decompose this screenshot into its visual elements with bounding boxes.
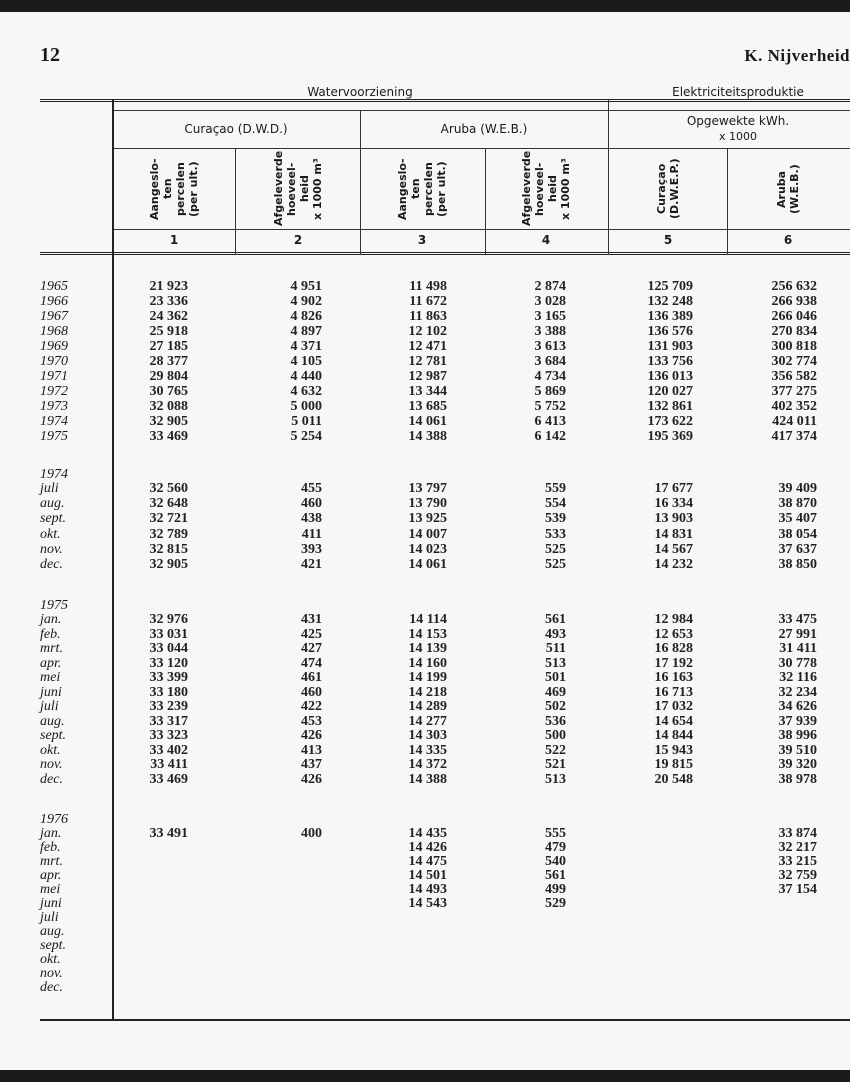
table-cell-col3: 14 289 [408,699,447,714]
table-cell-col5: 12 653 [654,626,693,642]
row-label: 1975 [40,429,68,444]
column-header-6 [775,152,801,226]
column-number-2: 2 [293,233,303,247]
table-cell-col6: 266 046 [771,309,817,324]
table-cell-col3: 14 153 [408,626,447,642]
table-cell-col3: 13 685 [408,399,447,414]
table-cell-col1: 33 411 [150,757,188,772]
column-header-line: Afgeleverde [520,150,533,226]
subgroup-kwh: Opgewekte kWh. [686,114,790,128]
row-label: dec. [40,771,63,787]
table-cell-col5: 120 027 [647,384,693,399]
row-label: nov. [40,966,63,981]
divider-col3-4 [485,148,486,255]
row-label: 1971 [40,369,68,384]
column-header-line: hoeveel- [285,162,298,216]
page-number: 12 [40,44,60,66]
table-cell-col2: 460 [301,684,322,700]
row-label: mrt. [40,854,63,869]
row-label: sept. [40,511,67,527]
table-cell-col2: 422 [301,699,322,714]
table-bottom-rule [40,1019,850,1021]
table-cell-col4: 3 388 [534,324,566,339]
row-label: okt. [40,952,61,967]
table-cell-col2: 474 [301,655,322,671]
table-cell-col6: 32 116 [779,670,817,685]
column-header-line: Aangeslo- [396,158,409,220]
table-cell-col4: 511 [545,641,566,656]
table-cell-col1: 32 815 [149,541,188,557]
row-label: sept. [40,728,67,743]
row-label: 1966 [40,294,68,309]
table-cell-col4: 561 [545,868,566,883]
table-cell-col6: 38 996 [778,728,817,743]
top-rule [40,99,850,102]
table-cell-col2: 400 [301,826,322,841]
table-cell-col1: 21 923 [149,279,188,294]
divider-col1-2 [235,148,236,255]
table-cell-col6: 32 759 [778,868,817,883]
running-head: K. Nijverheid [744,46,850,65]
table-cell-col5: 19 815 [654,757,693,772]
table-cell-col6: 402 352 [771,399,817,414]
table-cell-col1: 32 905 [149,414,188,429]
table-cell-col4: 554 [545,496,566,512]
table-cell-col1: 29 804 [149,369,188,384]
table-cell-col3: 14 388 [408,771,447,787]
table-cell-col3: 14 061 [408,557,447,572]
row-label: aug. [40,713,65,729]
table-cell-col5: 16 828 [654,641,693,656]
column-header-line: (per ult.) [435,161,448,217]
row-label: 1968 [40,324,68,339]
table-cell-col5: 136 576 [647,324,693,339]
table-cell-col3: 13 790 [408,496,447,512]
subgroup-aruba-web: Aruba (W.E.B.) [440,122,528,136]
table-cell-col1: 33 239 [149,699,188,714]
table-cell-col2: 4 826 [290,309,322,324]
scan-top-border [0,0,850,12]
table-cell-col5: 14 567 [654,541,693,557]
table-cell-col2: 426 [301,771,322,787]
row-label: nov. [40,541,63,557]
table-cell-col5: 13 903 [654,511,693,527]
table-cell-col4: 533 [545,526,566,542]
row-label: feb. [40,626,61,642]
table-cell-col6: 32 234 [778,684,817,700]
table-cell-col3: 14 218 [408,684,447,700]
column-header-line: (D.W.E.P.) [668,158,681,220]
table-cell-col6: 37 154 [778,882,817,897]
table-cell-col4: 499 [545,882,566,897]
table-cell-col2: 413 [301,742,322,758]
table-cell-col5: 16 334 [654,496,693,512]
row-label: nov. [40,757,63,772]
table-cell-col3: 14 372 [408,757,447,772]
table-cell-col5: 15 943 [654,742,693,758]
table-cell-col5: 17 677 [654,481,693,496]
table-cell-col5: 12 984 [654,612,693,627]
scan-bottom-border [0,1070,850,1082]
column-header-5 [655,152,681,226]
table-cell-col3: 14 160 [408,655,447,671]
table-cell-col4: 5 752 [534,399,566,414]
column-header-line: percelen [422,162,435,216]
row-label: apr. [40,868,62,883]
table-cell-col5: 14 844 [654,728,693,743]
table-cell-col3: 14 199 [408,670,447,685]
row-label: juli [40,699,59,714]
table-cell-col1: 33 317 [149,713,188,729]
table-cell-col5: 133 756 [647,354,693,369]
table-cell-col4: 5 869 [534,384,566,399]
table-cell-col5: 17 032 [654,699,693,714]
column-header-line: heid [546,175,559,203]
table-cell-col6: 30 778 [778,655,817,671]
table-cell-col3: 14 543 [408,896,447,911]
row-label: mrt. [40,641,63,656]
table-cell-col1: 23 336 [149,294,188,309]
column-number-4: 4 [541,233,551,247]
table-cell-col6: 300 818 [771,339,817,354]
table-cell-col6: 32 217 [778,840,817,855]
table-cell-col5: 131 903 [647,339,693,354]
table-cell-col2: 421 [301,557,322,572]
row-label: aug. [40,496,65,512]
table-cell-col2: 425 [301,626,322,642]
table-cell-col1: 32 905 [149,557,188,572]
table-cell-col3: 14 426 [408,840,447,855]
row-label: feb. [40,840,61,855]
table-cell-col1: 25 918 [149,324,188,339]
table-cell-col1: 24 362 [149,309,188,324]
row-label: juni [40,896,62,911]
column-header-line: Afgeleverde [272,150,285,226]
table-cell-col4: 3 613 [534,339,566,354]
column-header-line: heid [298,175,311,203]
table-cell-col6: 27 991 [778,626,817,642]
table-cell-col1: 33 399 [149,670,188,685]
table-cell-col3: 12 987 [408,369,447,384]
table-cell-col4: 529 [545,896,566,911]
header-rule-3 [112,229,850,230]
table-cell-col1: 33 044 [149,641,188,656]
column-header-line: (W.E.B.) [788,164,801,214]
table-cell-col5: 17 192 [654,655,693,671]
column-header-line: Curaçao [655,163,668,215]
table-cell-col4: 540 [545,854,566,869]
table-cell-col6: 356 582 [771,369,817,384]
row-label: dec. [40,557,63,572]
table-cell-col2: 4 440 [290,369,322,384]
table-cell-col6: 39 409 [778,481,817,496]
table-cell-col2: 411 [301,526,322,542]
row-label: dec. [40,980,63,995]
table-cell-col3: 14 335 [408,742,447,758]
row-label: juni [40,684,62,700]
table-cell-col3: 14 501 [408,868,447,883]
table-cell-col5: 136 013 [647,369,693,384]
table-cell-col4: 502 [545,699,566,714]
table-cell-col3: 11 498 [409,279,447,294]
section-year-header: 1976 [40,812,68,827]
table-cell-col4: 3 028 [534,294,566,309]
table-cell-col4: 479 [545,840,566,855]
table-cell-col3: 11 672 [409,294,447,309]
table-cell-col1: 28 377 [149,354,188,369]
table-cell-col3: 14 303 [408,728,447,743]
subgroup-kwh-unit: x 1000 [718,130,757,143]
table-cell-col2: 455 [301,481,322,496]
table-cell-col1: 33 180 [149,684,188,700]
column-header-line: Aruba [775,170,788,208]
section-year-header: 1974 [40,467,68,482]
table-cell-col3: 14 114 [409,612,447,627]
table-cell-col5: 132 861 [647,399,693,414]
table-cell-col6: 424 011 [772,414,817,429]
table-cell-col3: 14 277 [408,713,447,729]
table-cell-col4: 2 874 [534,279,566,294]
column-number-1: 1 [169,233,179,247]
table-cell-col6: 38 850 [778,557,817,572]
table-cell-col3: 12 102 [408,324,447,339]
header-rule-1 [112,110,850,111]
table-cell-col3: 14 061 [408,414,447,429]
table-cell-col6: 38 870 [778,496,817,512]
table-cell-col6: 31 411 [779,641,817,656]
table-cell-col6: 270 834 [771,324,817,339]
table-cell-col1: 32 088 [149,399,188,414]
header-bottom-rule [40,252,850,255]
table-cell-col4: 4 734 [534,369,566,384]
table-cell-col1: 33 469 [149,429,188,444]
table-cell-col5: 14 232 [654,557,693,572]
row-label: mei [40,882,61,897]
table-cell-col6: 256 632 [771,279,817,294]
row-label: juli [40,481,59,496]
column-header-line: (per ult.) [187,161,200,217]
table-cell-col3: 14 475 [408,854,447,869]
table-cell-col6: 35 407 [778,511,817,527]
table-cell-col2: 426 [301,728,322,743]
table-cell-col2: 437 [301,757,322,772]
table-cell-col2: 4 951 [290,279,322,294]
table-cell-col5: 173 622 [647,414,693,429]
row-label: 1973 [40,399,68,414]
column-number-6: 6 [783,233,793,247]
column-number-5: 5 [663,233,673,247]
row-label: 1969 [40,339,68,354]
table-cell-col3: 14 493 [408,882,447,897]
table-cell-col6: 39 320 [778,757,817,772]
column-header-line: Aangeslo- [148,158,161,220]
table-cell-col2: 5 254 [290,429,322,444]
table-cell-col6: 33 874 [778,826,817,841]
table-cell-col3: 11 863 [409,309,447,324]
table-cell-col2: 393 [301,541,322,557]
table-cell-col2: 4 902 [290,294,322,309]
row-label: aug. [40,924,65,939]
table-cell-col2: 453 [301,713,322,729]
table-cell-col3: 14 388 [408,429,447,444]
group-header-electricity: Elektriciteitsproduktie [672,85,804,99]
column-header-line: ten [409,178,422,200]
table-cell-col6: 266 938 [771,294,817,309]
row-label: 1974 [40,414,68,429]
table-cell-col6: 302 774 [771,354,817,369]
table-cell-col4: 521 [545,757,566,772]
table-cell-col5: 132 248 [647,294,693,309]
table-cell-col4: 3 165 [534,309,566,324]
column-number-3: 3 [417,233,427,247]
table-cell-col1: 30 765 [149,384,188,399]
table-cell-col4: 555 [545,826,566,841]
table-cell-col1: 32 721 [149,511,188,527]
table-cell-col4: 525 [545,557,566,572]
column-header-line: x 1000 m³ [311,158,324,220]
table-cell-col2: 4 632 [290,384,322,399]
divider-col5-6 [727,148,728,255]
row-label: apr. [40,655,62,671]
table-cell-col3: 13 797 [408,481,447,496]
table-cell-col1: 33 120 [149,655,188,671]
table-cell-col4: 561 [545,612,566,627]
table-cell-col5: 195 369 [647,429,693,444]
table-cell-col2: 4 105 [290,354,322,369]
row-label: 1965 [40,279,68,294]
table-cell-col5: 125 709 [647,279,693,294]
table-cell-col6: 37 939 [778,713,817,729]
table-cell-col3: 12 471 [408,339,447,354]
table-cell-col4: 559 [545,481,566,496]
group-header-water: Watervoorziening [307,85,413,99]
table-cell-col4: 536 [545,713,566,729]
column-header-1 [148,152,200,226]
table-cell-col3: 13 925 [408,511,447,527]
table-cell-col2: 431 [301,612,322,627]
table-cell-col2: 5 000 [290,399,322,414]
row-label: sept. [40,938,67,953]
row-label: jan. [40,826,62,841]
table-cell-col4: 6 413 [534,414,566,429]
table-cell-col4: 513 [545,771,566,787]
table-cell-col2: 4 371 [290,339,322,354]
column-header-2 [272,152,324,226]
table-cell-col3: 12 781 [408,354,447,369]
table-cell-col4: 539 [545,511,566,527]
table-cell-col4: 513 [545,655,566,671]
row-label: mei [40,670,61,685]
table-cell-col1: 32 789 [149,526,188,542]
table-cell-col3: 14 023 [408,541,447,557]
table-cell-col2: 5 011 [291,414,322,429]
table-cell-col6: 377 275 [771,384,817,399]
subgroup-curacao-dwd: Curaçao (D.W.D.) [184,122,288,136]
table-cell-col4: 469 [545,684,566,700]
table-cell-col6: 417 374 [771,429,817,444]
table-cell-col1: 33 323 [149,728,188,743]
header-rule-2 [112,148,850,149]
column-header-3 [396,152,448,226]
table-cell-col2: 438 [301,511,322,527]
table-cell-col6: 34 626 [778,699,817,714]
table-cell-col1: 32 560 [149,481,188,496]
table-cell-col4: 525 [545,541,566,557]
row-label: jan. [40,612,62,627]
column-header-line: ten [161,178,174,200]
table-cell-col4: 6 142 [534,429,566,444]
table-cell-col6: 39 510 [778,742,817,758]
table-cell-col6: 38 054 [778,526,817,542]
table-cell-col5: 20 548 [654,771,693,787]
column-header-line: percelen [174,162,187,216]
row-label: okt. [40,742,61,758]
table-cell-col6: 33 475 [778,612,817,627]
table-cell-col1: 32 648 [149,496,188,512]
column-header-4 [520,152,572,226]
table-cell-col5: 16 163 [654,670,693,685]
table-cell-col1: 27 185 [149,339,188,354]
table-cell-col6: 33 215 [778,854,817,869]
table-cell-col1: 33 031 [149,626,188,642]
row-label: juli [40,910,59,925]
table-cell-col1: 33 469 [149,771,188,787]
table-cell-col4: 493 [545,626,566,642]
table-cell-col3: 14 139 [408,641,447,656]
table-cell-col2: 461 [301,670,322,685]
table-cell-col6: 38 978 [778,771,817,787]
table-cell-col2: 460 [301,496,322,512]
table-cell-col4: 522 [545,742,566,758]
table-cell-col4: 500 [545,728,566,743]
table-cell-col3: 13 344 [408,384,447,399]
table-cell-col3: 14 007 [408,526,447,542]
table-cell-col4: 3 684 [534,354,566,369]
table-cell-col2: 4 897 [290,324,322,339]
column-header-line: hoeveel- [533,162,546,216]
table-cell-col5: 14 654 [654,713,693,729]
table-cell-col4: 501 [545,670,566,685]
table-cell-col1: 33 491 [149,826,188,841]
row-label: okt. [40,526,61,542]
table-cell-col3: 14 435 [408,826,447,841]
table-cell-col5: 136 389 [647,309,693,324]
table-cell-col5: 16 713 [654,684,693,700]
table-cell-col1: 33 402 [149,742,188,758]
table-cell-col2: 427 [301,641,322,656]
row-label: 1970 [40,354,68,369]
row-label: 1967 [40,309,68,324]
table-cell-col5: 14 831 [654,526,693,542]
row-label: 1972 [40,384,68,399]
column-header-line: x 1000 m³ [559,158,572,220]
section-year-header: 1975 [40,598,68,613]
table-cell-col1: 32 976 [149,612,188,627]
table-cell-col6: 37 637 [778,541,817,557]
